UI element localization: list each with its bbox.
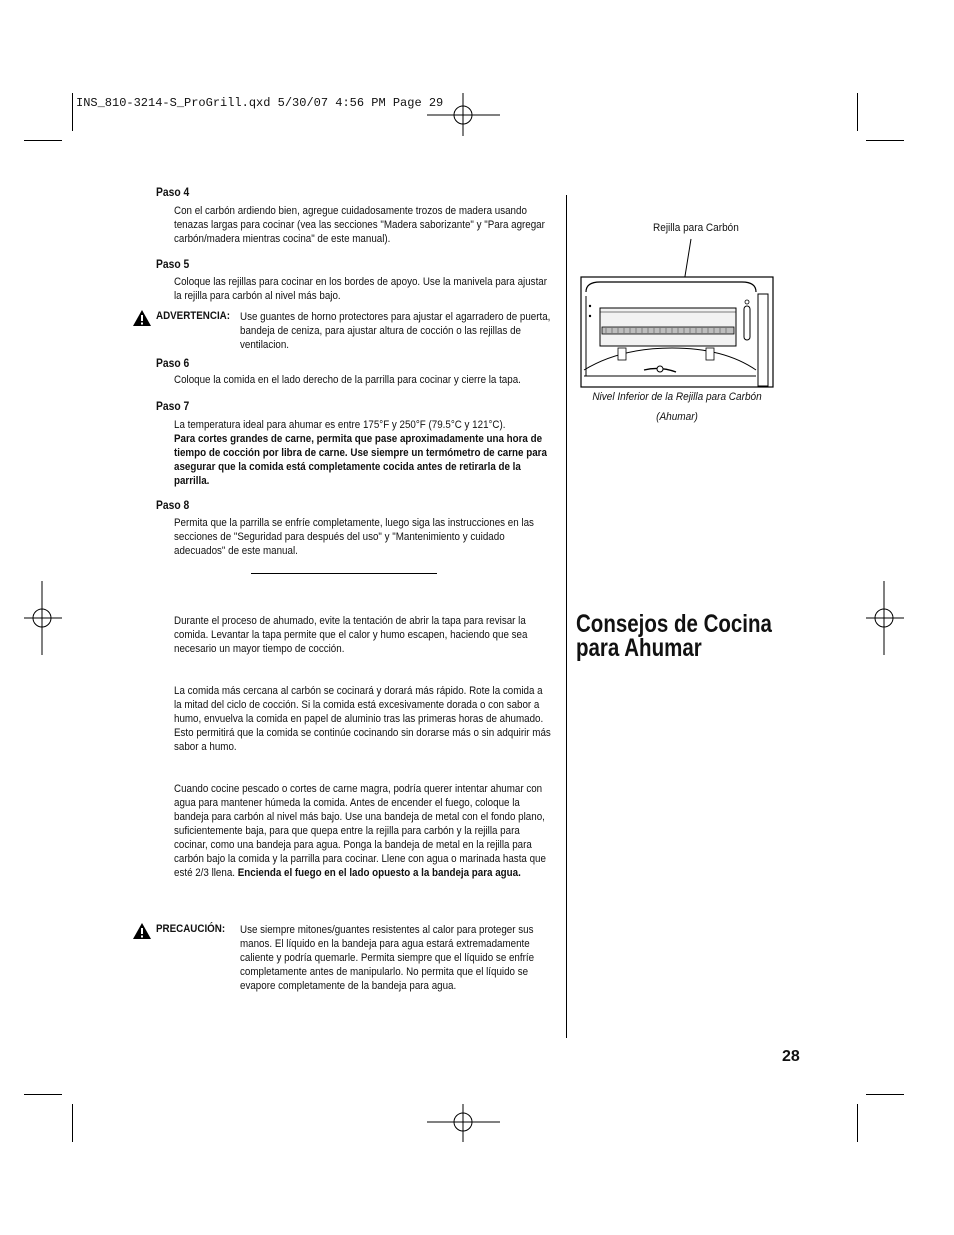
warning-text: Use guantes de horno protectores para ajustar el agarradero de puerta, bandeja de ceniza, para ajustar altura de cocción o las rejillas de ventilacion. [240, 311, 551, 351]
caution-text: Use siempre mitones/guantes resistentes al calor para proteger sus manos. El líquido en la bandeja para agua estará extremadamente caliente y podría quemarle. Permita siempre que el líquido se enfríe completamente antes de manipularlo. No permita que el líquido se evapore completamente de la bandeja para agua. [240, 924, 535, 992]
tip-water-body: Cuando cocine pescado o cortes de carne magra, podría querer intentar ahumar con agua para mantener húmeda la comida. Antes de encender el fuego, coloque la bandeja para carbón al nivel más bajo. Use una bandeja de metal con el fondo plano, suficientemente baja, para que quepa entre la rejilla para carbón y la rejilla para cocinar, como una bandeja para agua. Ponga la bandeja de metal en la rejilla para carbón bajo la comida y la parrilla para cocinar. Llene con agua o marinada hasta que esté 2/3 llena. [174, 783, 546, 879]
warning-label: ADVERTENCIA: [156, 310, 231, 322]
step-6-heading: Paso 6 [156, 356, 190, 370]
step-7-heading: Paso 7 [156, 399, 190, 413]
tip-water-bold: Encienda el fuego en el lado opuesto a la bandeja para agua. [237, 867, 521, 879]
step-8-text: Permita que la parrilla se enfríe completamente, luego siga las instrucciones en las secciones de "Seguridad para después del uso" y "Mantenimiento y cuidado adecuados" de este manual. [174, 517, 534, 557]
step-7-text [174, 418, 552, 488]
figure-callout: Rejilla para Carbón [653, 222, 739, 234]
figure-caption-line1: Nivel Inferior de la Rejilla para Carbón [592, 391, 762, 403]
warning-icon [132, 309, 152, 327]
grill-illustration [580, 236, 774, 388]
section-title-line2: para Ahumar [576, 634, 702, 662]
column-divider [566, 195, 567, 1038]
page-number: 28 [782, 1048, 800, 1065]
step-5-heading: Paso 5 [156, 257, 190, 271]
tip-water-smoking [174, 782, 552, 880]
print-slug: INS_810-3214-S_ProGrill.qxd 5/30/07 4:56 PM Page 29 [76, 96, 444, 110]
section-title-line1: Consejos de Cocina [576, 610, 772, 638]
step-7-body: La temperatura ideal para ahumar es entre 175°F y 250°F (79.5°C y 121°C). [174, 419, 506, 431]
figure-caption-line2: (Ahumar) [656, 411, 698, 423]
section-title [576, 612, 772, 660]
tip-rotate: La comida más cercana al carbón se cocinará y dorará más rápido. Rote la comida a la mitad del ciclo de cocción. Si la comida está excesivamente dorada o con sabor a humo, envuelva la comida en papel de aluminio tras las primeras horas de ahumado. Esto permitirá que la comida se continúe cocinando sin dorarse más o sin adquirir más sabor a humo. [174, 685, 551, 753]
step-6-text: Coloque la comida en el lado derecho de la parrilla para cocinar y cierre la tapa. [174, 374, 521, 386]
step-4-heading: Paso 4 [156, 185, 190, 199]
caution-label: PRECAUCIÓN: [156, 923, 226, 935]
step-5-text: Coloque las rejillas para cocinar en los bordes de apoyo. Use la manivela para ajustar la rejilla para carbón al nivel más bajo. [174, 276, 547, 302]
section-separator [251, 573, 437, 574]
step-7-bold: Para cortes grandes de carne, permita que pase aproximadamente una hora de tiempo de cocción por libra de carne. Use siempre un termómetro de carne para asegurar que la comida está completamente cocida antes de retirarla de la parrilla. [174, 433, 547, 487]
step-4-text: Con el carbón ardiendo bien, agregue cuidadosamente trozos de madera usando tenazas largas para cocinar (vea las secciones "Madera saborizante" y "Para agregar carbón/madera mientras cocina" de este manual). [174, 205, 545, 245]
step-8-heading: Paso 8 [156, 498, 190, 512]
tip-lid: Durante el proceso de ahumado, evite la tentación de abrir la tapa para revisar la comida. Levantar la tapa permite que el calor y humo escapen, haciendo que sea necesario un mayor tiempo de cocción. [174, 615, 528, 655]
caution-icon [132, 922, 152, 940]
